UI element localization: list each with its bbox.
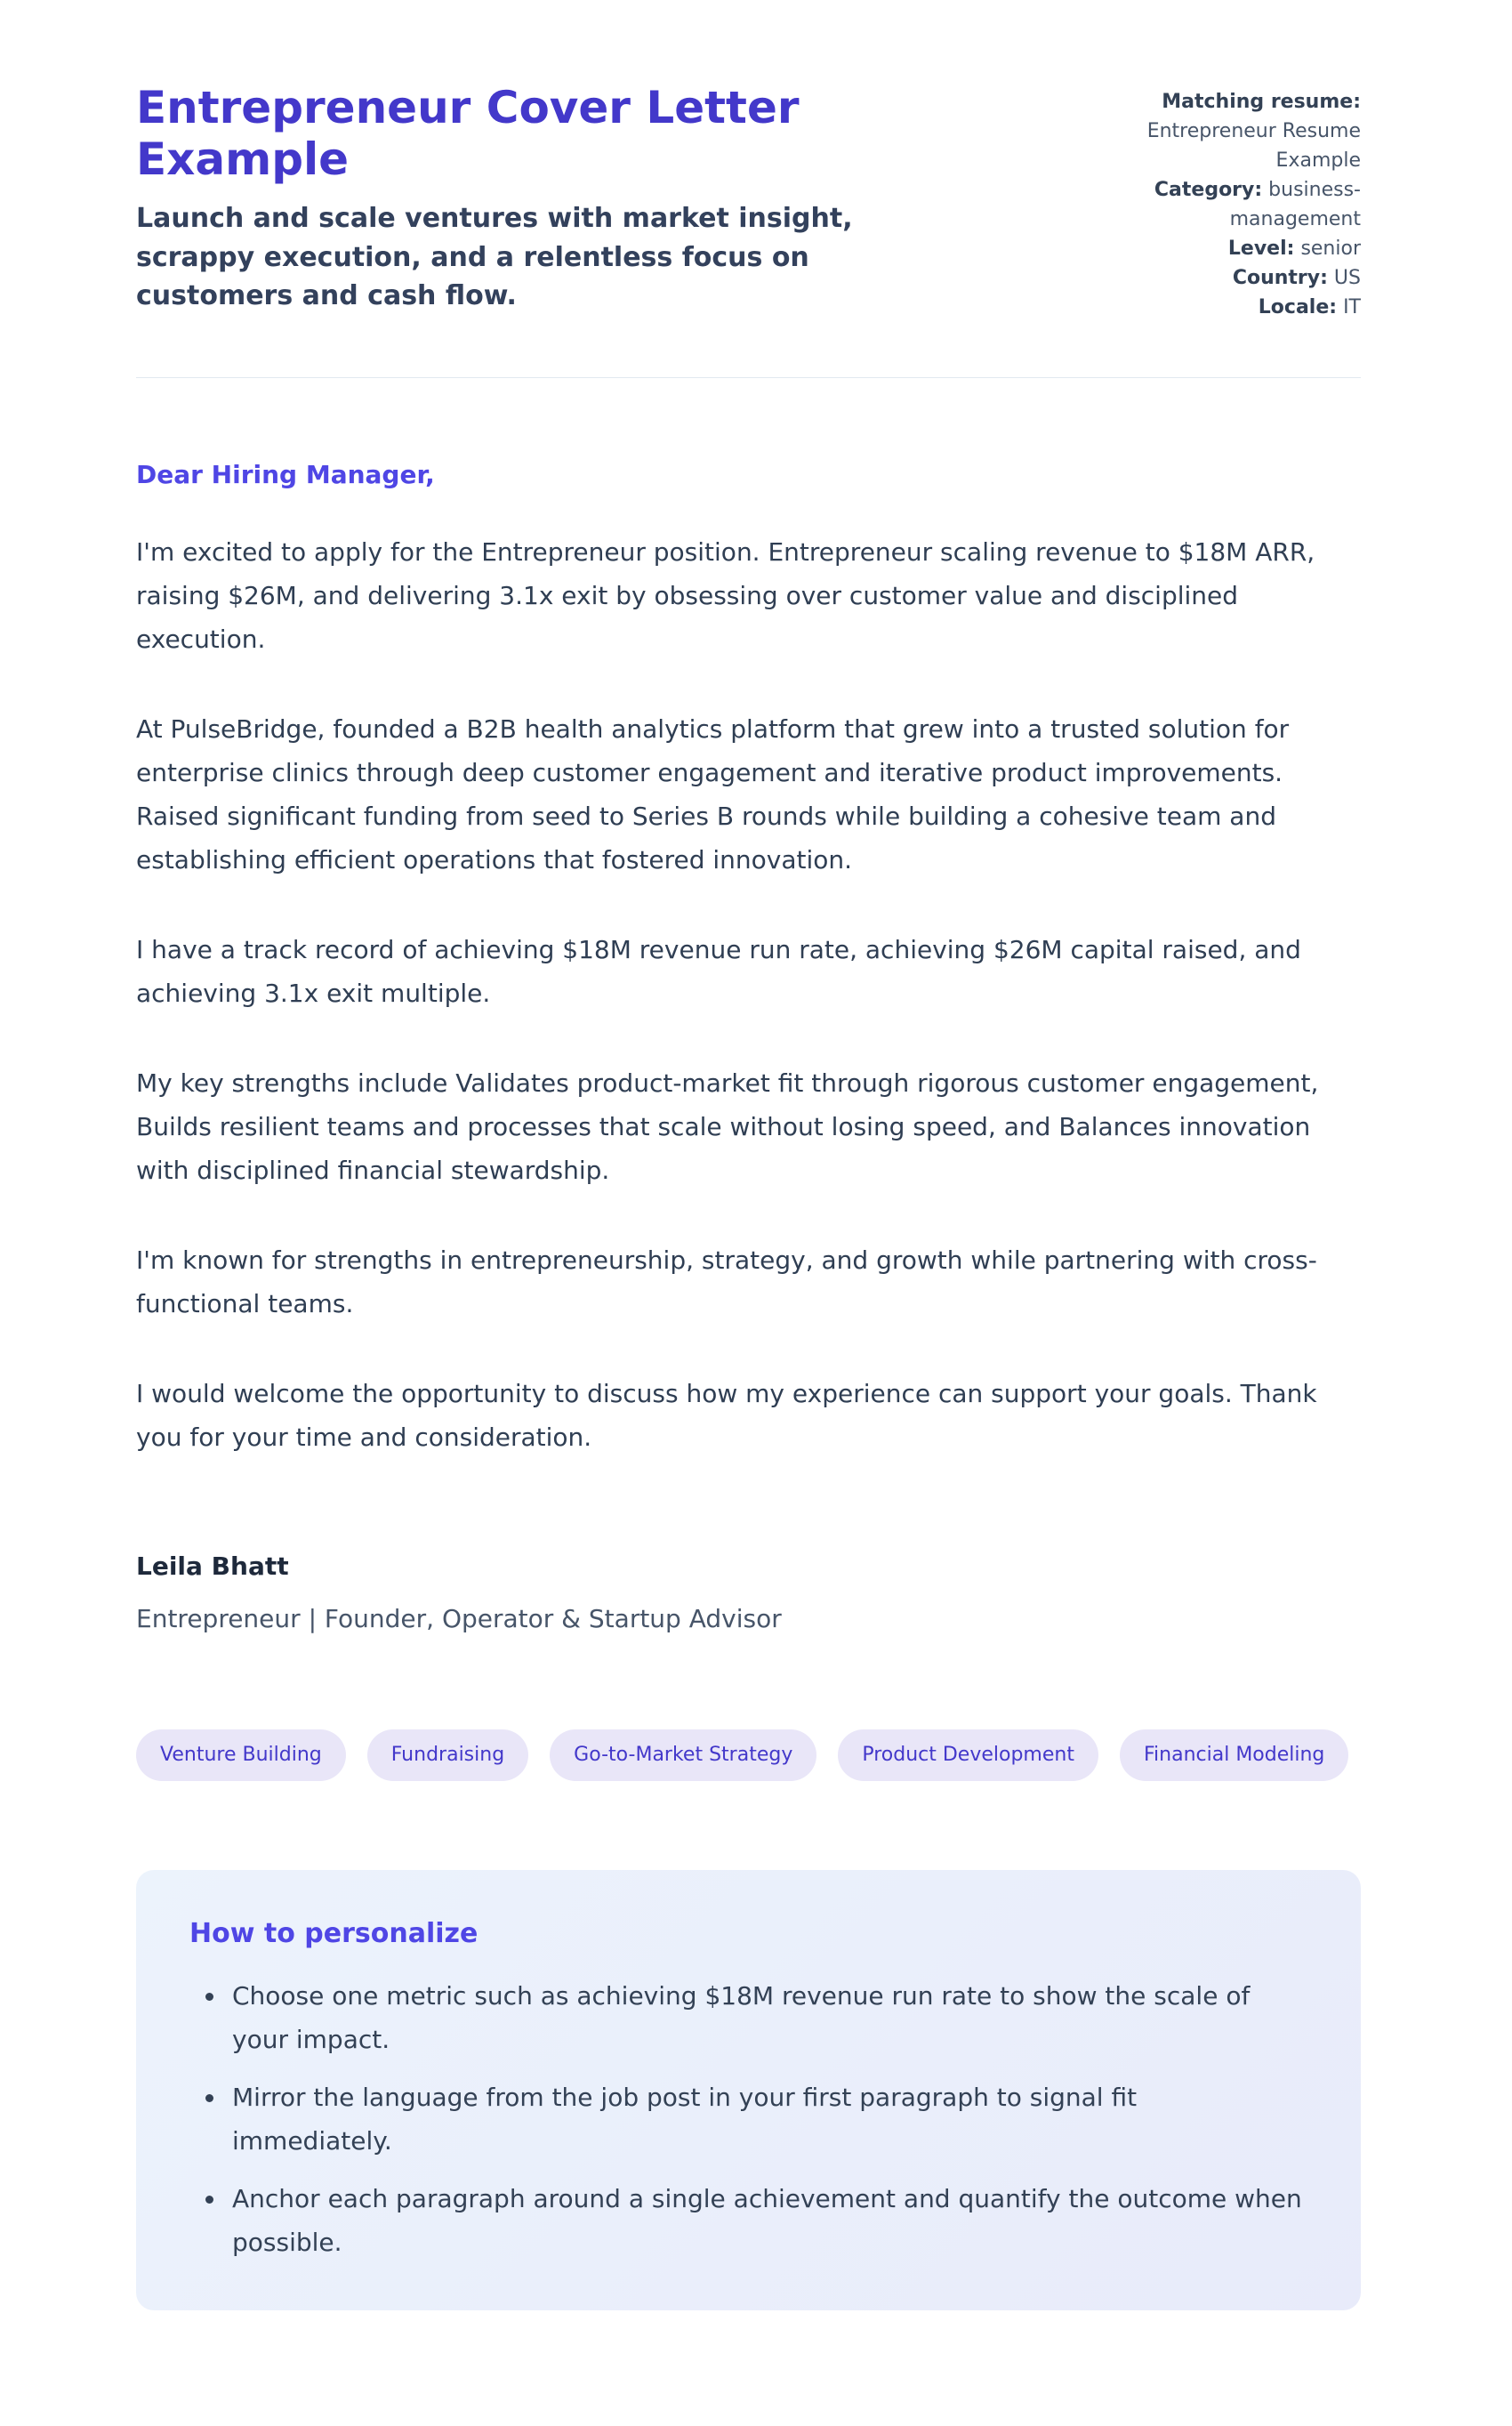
- personalize-tip-list: [189, 1974, 1304, 2264]
- meta-label: Locale:: [1258, 296, 1338, 318]
- header-divider: [136, 377, 1361, 378]
- meta-label: Category:: [1154, 179, 1263, 201]
- personalize-tip: • Choose one metric such as achieving $18M revenue run rate to show the scale of your impact.: [227, 1974, 1304, 2061]
- letter-body: [136, 453, 1361, 1640]
- skill-tag: Financial Modeling: [1120, 1729, 1348, 1781]
- meta-row-country: [1121, 263, 1361, 293]
- resume-meta: [1121, 82, 1361, 322]
- skill-tag-list: [136, 1729, 1361, 1781]
- meta-row-category: [1121, 175, 1361, 234]
- letter-paragraph: I'm known for strengths in entrepreneurship, strategy, and growth while partnering with cross-functional teams.: [136, 1245, 1317, 1318]
- page-subtitle: Launch and scale ventures with market insight, scrappy execution, and a relentless focus on customers and cash flow.: [136, 203, 853, 311]
- skill-tag: Fundraising: [367, 1729, 528, 1781]
- personalize-title: How to personalize: [189, 1918, 479, 1949]
- meta-row-level: [1121, 234, 1361, 263]
- letter-paragraph: I would welcome the opportunity to discuss how my experience can support your goals. Thank you for your time and consideration.: [136, 1379, 1317, 1452]
- meta-row-matching-resume: [1121, 87, 1361, 175]
- skill-tag: Go-to-Market Strategy: [550, 1729, 816, 1781]
- personalize-tips-box: [136, 1870, 1361, 2310]
- personalize-tip: • Mirror the language from the job post in your first paragraph to signal fit immediately.: [227, 2075, 1304, 2163]
- salutation: Dear Hiring Manager,: [136, 460, 435, 489]
- meta-value: business-management: [1229, 179, 1361, 230]
- personalize-tip: • Anchor each paragraph around a single achievement and quantify the outcome when possible.: [227, 2177, 1304, 2264]
- signature-role: Entrepreneur | Founder, Operator & Startup Advisor: [136, 1604, 782, 1633]
- meta-value: IT: [1343, 296, 1361, 318]
- letter-paragraph: I'm excited to apply for the Entrepreneur position. Entrepreneur scaling revenue to $18M ARR, raising $26M, and delivering 3.1x exit by obsessing over customer value and disciplined execution.: [136, 537, 1315, 654]
- meta-row-locale: [1121, 293, 1361, 322]
- header-left: [136, 82, 937, 316]
- letter-paragraph: My key strengths include Validates product-market fit through rigorous customer engagement, Builds resilient teams and processes that scale without losing speed, and Balances innovation with disciplined financial stewardship.: [136, 1068, 1319, 1185]
- signature-name: Leila Bhatt: [136, 1552, 289, 1581]
- skill-tag: Product Development: [838, 1729, 1098, 1781]
- meta-value: senior: [1300, 238, 1361, 260]
- meta-label: Matching resume:: [1162, 91, 1361, 113]
- page-title: Entrepreneur Cover Letter Example: [136, 82, 800, 185]
- meta-value: Entrepreneur Resume Example: [1146, 120, 1361, 172]
- meta-label: Level:: [1227, 238, 1295, 260]
- skill-tag: Venture Building: [136, 1729, 346, 1781]
- meta-value: US: [1333, 267, 1361, 289]
- letter-paragraph: At PulseBridge, founded a B2B health analytics platform that grew into a trusted solution for enterprise clinics through deep customer engagement and iterative product improvements. Raised significant funding from seed to Series B rounds while building a cohesive team and establishing efficient operations that fostered innovation.: [136, 714, 1290, 874]
- header: [136, 82, 1361, 322]
- meta-label: Country:: [1232, 267, 1328, 289]
- letter-paragraph: I have a track record of achieving $18M revenue run rate, achieving $26M capital raised, and achieving 3.1x exit multiple.: [136, 935, 1301, 1008]
